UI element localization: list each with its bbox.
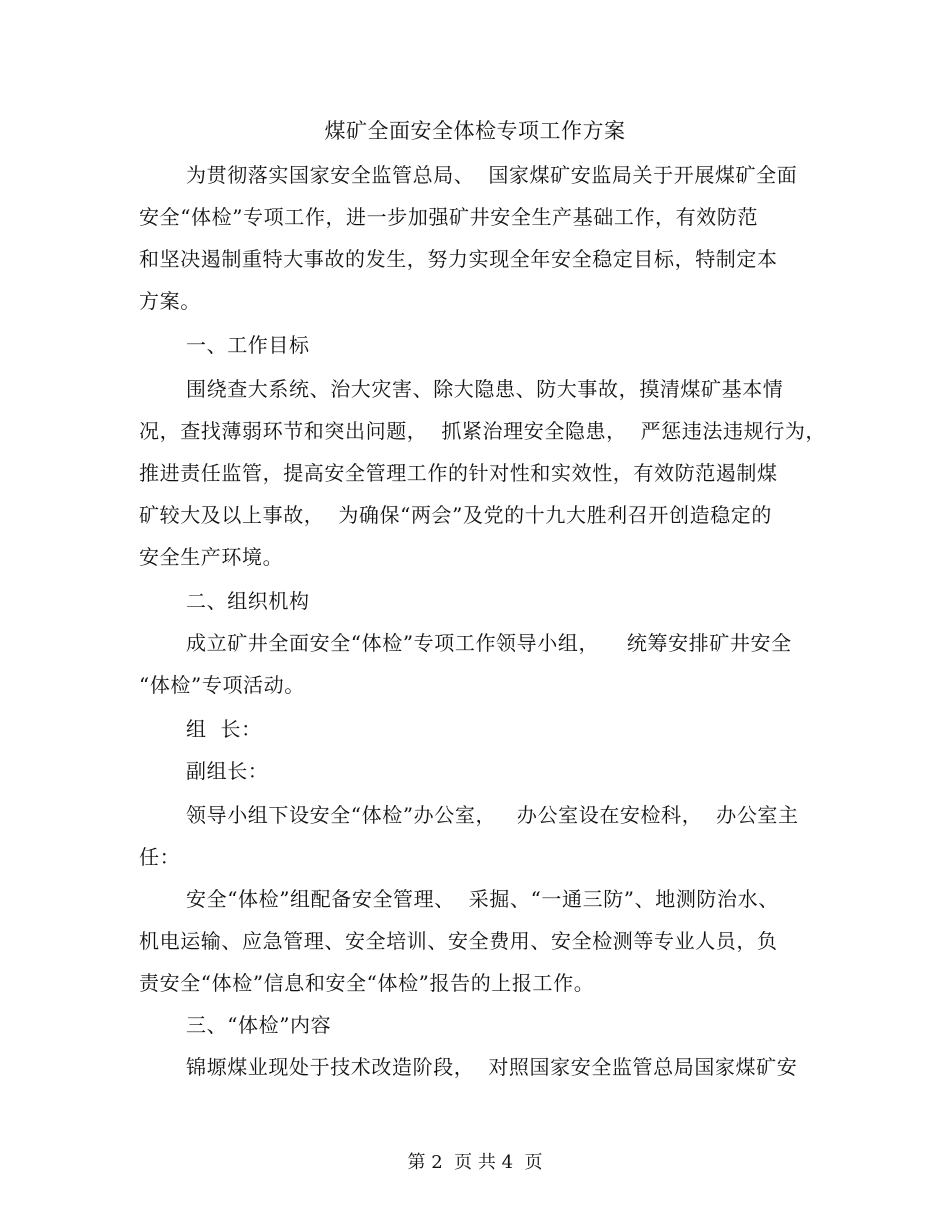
- body-line: “体检”专项活动。: [139, 673, 305, 697]
- body-line: 矿较大及以上事故， 为确保“两会”及党的十九大胜利召开创造稳定的: [139, 503, 772, 527]
- body-line: 成立矿井全面安全“体检”专项工作领导小组， 统筹安排矿井安全: [186, 631, 792, 655]
- section-heading: 一、工作目标: [186, 333, 310, 357]
- body-line: 推进责任监管，提高安全管理工作的针对性和实效性，有效防范遏制煤: [139, 461, 778, 485]
- body-line: 责安全“体检”信息和安全“体检”报告的上报工作。: [139, 971, 595, 995]
- body-line: 为贯彻落实国家安全监管总局、 国家煤矿安监局关于开展煤矿全面: [186, 163, 798, 187]
- body-line: 领导小组下设安全“体检”办公室， 办公室设在安检科， 办公室主: [186, 803, 799, 827]
- section-heading: 三、“体检”内容: [186, 1013, 332, 1037]
- body-line: 副组长：: [186, 759, 269, 783]
- body-line: 安全生产环境。: [139, 545, 284, 569]
- body-line: 方案。: [139, 289, 201, 313]
- body-line: 况，查找薄弱环节和突出问题， 抓紧治理安全隐患， 严惩违法违规行为，: [139, 419, 827, 443]
- body-line: 锦塬煤业现处于技术改造阶段， 对照国家安全监管总局国家煤矿安: [186, 1055, 798, 1079]
- section-heading: 二、组织机构: [186, 589, 310, 613]
- page-title: 煤矿全面安全体检专项工作方案: [324, 119, 626, 143]
- body-line: 和坚决遏制重特大事故的发生，努力实现全年安全稳定目标，特制定本: [139, 247, 778, 271]
- body-line: 围绕查大系统、治大灾害、除大隐患、防大事故，摸清煤矿基本情: [186, 377, 784, 401]
- body-line: 组 长：: [186, 717, 262, 741]
- body-line: 任：: [139, 845, 181, 869]
- page-number-footer: 第 2 页 共 4 页: [407, 1152, 543, 1173]
- body-line: 安全“体检”专项工作，进一步加强矿井安全生产基础工作，有效防范: [139, 205, 759, 229]
- body-line: 机电运输、应急管理、安全培训、安全费用、安全检测等专业人员，负: [139, 929, 778, 953]
- body-line: 安全“体检”组配备安全管理、 采掘、“一通三防”、地测防治水、: [186, 887, 779, 911]
